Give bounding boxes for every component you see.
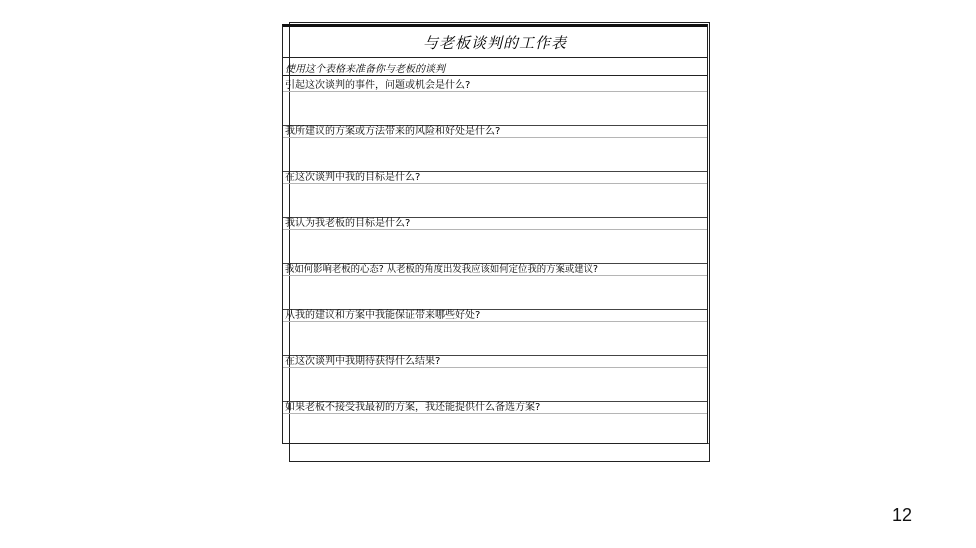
worksheet-title-row	[283, 27, 707, 58]
question-6: 从我的建议和方案中我能保证带来哪些好处?	[285, 310, 481, 321]
question-5: 我如何影响老板的心态? 从老板的角度出发我应该如何定位我的方案或建议?	[285, 264, 598, 275]
answer-line	[283, 183, 707, 184]
question-7: 在这次谈判中我期待获得什么结果?	[285, 356, 441, 367]
answer-line	[283, 321, 707, 322]
worksheet-subtitle-row	[283, 57, 707, 76]
question-2: 我所建议的方案或方法带来的风险和好处是什么?	[285, 126, 501, 137]
answer-line	[283, 367, 707, 368]
negotiation-worksheet	[282, 24, 708, 444]
answer-line	[283, 413, 707, 414]
question-3: 在这次谈判中我的目标是什么?	[285, 172, 421, 183]
answer-line	[283, 229, 707, 230]
answer-line	[283, 137, 707, 138]
answer-line	[283, 91, 707, 92]
question-4: 我认为我老板的目标是什么?	[285, 218, 411, 229]
answer-line	[283, 275, 707, 276]
worksheet-subtitle: 使用这个表格来准备你与老板的谈判	[285, 64, 445, 75]
worksheet-title: 与老板谈判的工作表	[422, 33, 567, 52]
slide-page-number: 12	[892, 505, 913, 525]
question-8: 如果老板不接受我最初的方案，我还能提供什么备选方案?	[285, 402, 541, 413]
question-1: 引起这次谈判的事件，问题或机会是什么?	[285, 80, 471, 91]
